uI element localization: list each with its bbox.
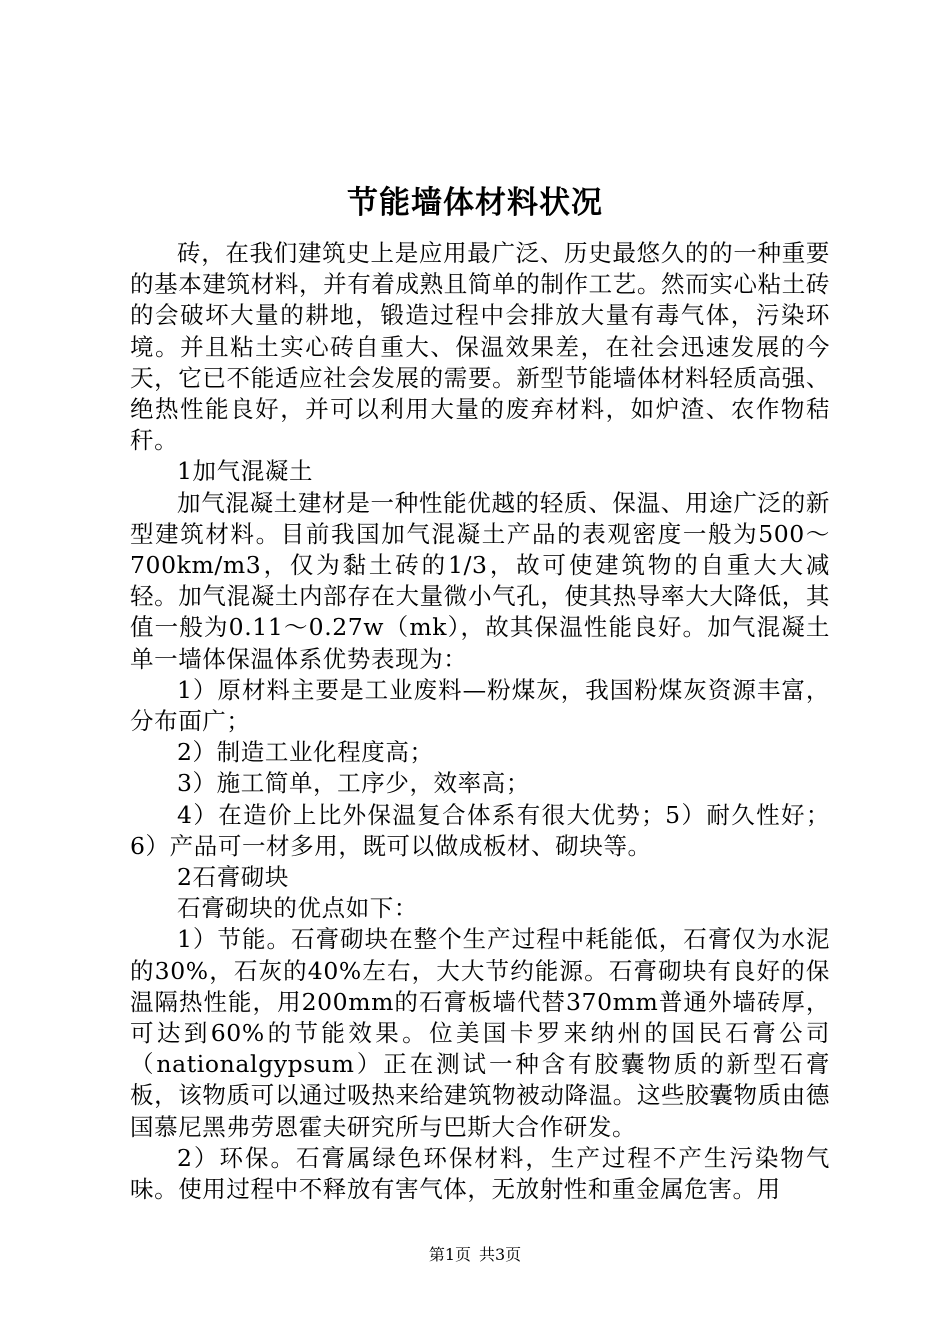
page-total: 共3页 [479, 1245, 522, 1264]
section-heading-gypsum-block: 2石膏砌块 [177, 863, 289, 892]
list-item-environmental: 2）环保。石膏属绿色环保材料，生产过程不产生污染物气味。使用过程中不释放有害气体，无放射性和重金属危害。用 [130, 1143, 830, 1204]
list-item-raw-materials: 1）原材料主要是工业废料—粉煤灰，我国粉煤灰资源丰富，分布面广； [130, 675, 830, 736]
list-item-industrialization: 2）制造工业化程度高； [177, 738, 434, 767]
section-heading-aerated-concrete: 1加气混凝土 [177, 457, 314, 486]
page-number: 第1页 [428, 1245, 471, 1264]
paragraph-intro: 砖，在我们建筑史上是应用最广泛、历史最悠久的的一种重要的基本建筑材料，并有着成熟且简单的制作工艺。然而实心粘土砖的会破坏大量的耕地，锻造过程中会排放大量有毒气体，污染环境。并且粘土实心砖自重大、保温效果差，在社会迅速发展的今天，它已不能适应社会发展的需要。新型节能墙体材料轻质高强、绝热性能良好，并可以利用大量的废弃材料，如炉渣、农作物秸秆。 [130, 239, 830, 455]
paragraph-gypsum-intro: 石膏砌块的优点如下： [177, 894, 418, 923]
document-title: 节能墙体材料状况 [347, 185, 603, 221]
list-item-energy-saving: 1）节能。石膏砌块在整个生产过程中耗能低，石膏仅为水泥的30%，石灰的40%左右，大大节约能源。石膏砌块有良好的保温隔热性能，用200mm的石膏板墙代替370mm普通外墙砖厚，可达到60%的节能效果。位美国卡罗来纳州的国民石膏公司（nationalgypsum）正在测试一种含有胶囊物质的新型石膏板，该物质可以通过吸热来给建筑物被动降温。这些胶囊物质由德国慕尼黑弗劳恩霍夫研究所与巴斯大合作研发。 [130, 925, 830, 1141]
list-item-cost-durability: 4）在造价上比外保温复合体系有很大优势；5）耐久性好；6）产品可一材多用，既可以做成板材、砌块等。 [130, 800, 830, 860]
page-footer [0, 1245, 950, 1265]
document-body [130, 238, 830, 1205]
list-item-construction: 3）施工简单，工序少，效率高； [177, 769, 530, 798]
paragraph-aerated-concrete: 加气混凝土建材是一种性能优越的轻质、保温、用途广泛的新型建筑材料。目前我国加气混凝土产品的表观密度一般为500～700km/m3，仅为黏土砖的1/3，故可使建筑物的自重大大减轻。加气混凝土内部存在大量微小气孔，使其热导率大大降低，其值一般为0.11～0.27w（mk），故其保温性能良好。加气混凝土单一墙体保温体系优势表现为： [130, 488, 830, 673]
